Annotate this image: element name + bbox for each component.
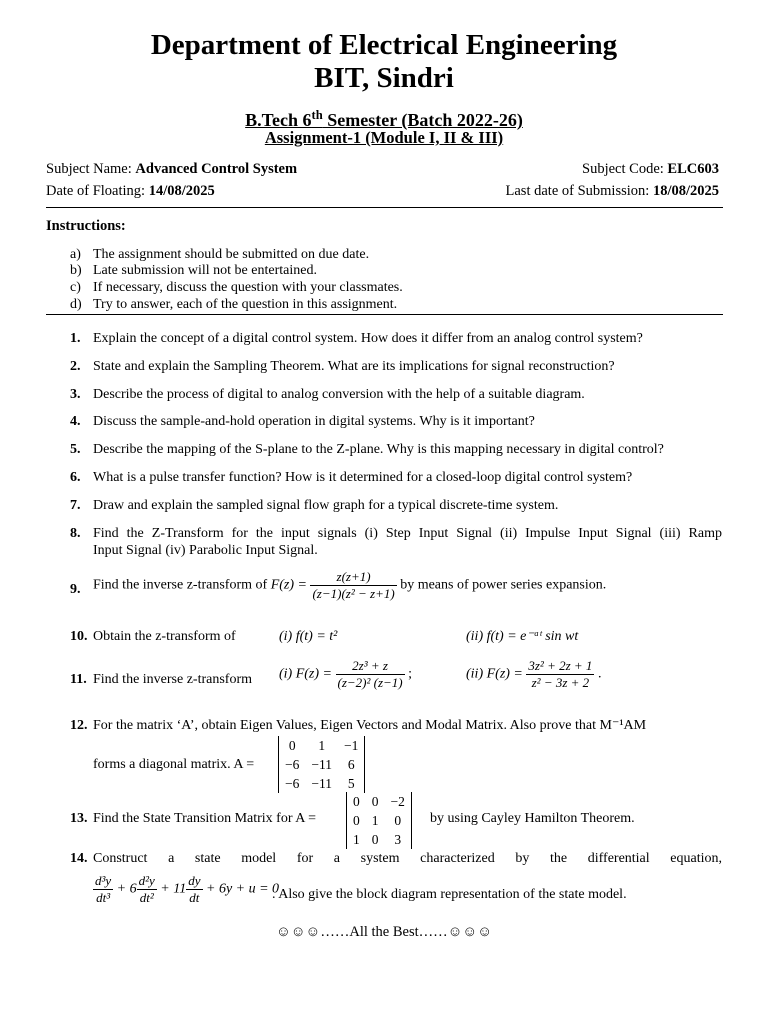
fraction: $\frac{\text{2z³ + z}}{\text{(z−2)² (z−1)}}$	[337, 658, 403, 690]
instruction-item: c) If necessary, discuss the question with your classmates.	[70, 280, 403, 295]
matrix-a-q12: 0 1 −1 −6 −11 6 −6 −11 5	[278, 736, 365, 793]
assignment-page: Department of Electrical Engineering BIT, Sindri B.Tech 6th Semester (Batch 2022-26) Assignment-1 (Module I, II & III) Subject Name: Advanced Control System Subject Code: ELC603 Date of Floating: 14/08/2025 Last date of Submission: 18/08/2025 Instructions: a) The assignment should be submitted on due date. b) Late submission will not be entertained. c) If necessary, discuss the question with your classmates. d) Try to answer, each of the question in this assignment. 1. Explain the concept of a digital control system. How does it differ from an analog control system? 2. State and explain the Sampling Theorem. What are its implications for signal reconstruction? 3. Describe the process of digital to analog conversion with the help of a suitable diagram. 4. Discuss the sample-and-hold operation in digital systems. Why is it important? 5. Describe the mapping of the S-plane to the Z-plane. Why is this mapping necessary in digital control? 6. What is a pulse transfer function? How is it determined for a closed-loop digital control system? 7. Draw and explain the sampled signal flow graph for a typical discrete-time system. 8. Find the Z-Transform for the input signals (i) Step Input Signal (ii) Impulse Input Signal (iii) Ramp Input Signal (iv) Parabolic Input Signal. 9. Find the inverse z-transform of F(z) = $\frac{z(z+1)}{\text{(z−1)(z² − z+1)}}$ by means of power series expansion. 10. Obtain the z-transform of (i) f(t) = t² (ii) f(t) = e⁻ᵃᵗ sin wt 11. Find the inverse z-transform (i) F(z) = $\frac{\text{2z³ + z}}{\text{(z−2)² (z−1)}}$ ; (ii) F(z) = $\frac{\text{3z² + 2z + 1}}{\text{z² − 3z + 2}}$ . 12. For the matrix ‘A’, obtain Eigen Values, Eigen Vectors and Modal Matrix. Also prove that M⁻¹AM forms a diagonal matrix. A = 0 1 −1 −6 −11 6 −6 −11 5 13. Find the State Transition Matrix for A = by using Cayley Hamilton Theorem. 0 0 −2 0 1 0 1 0 3 14. Construct a state model for a system characterized by the differential equation, $\frac{\text{d³y}}{\text{dt³}}$ + 6 $\frac{\text{d²y}}{\text{dt²}}$ + 11 $\frac{dy}{dt}$ + 6y + u = 0 . Also give the block diagram representation of the state model. ☺☺☺……All the Best……☺☺☺	[0, 0, 768, 1024]
instructions-heading: Instructions:	[46, 218, 126, 234]
semester-title: B.Tech 6th Semester (Batch 2022-26)	[245, 108, 523, 130]
q10-part-1: (i) f(t) = t²	[279, 629, 338, 644]
divider	[46, 207, 723, 208]
instruction-item: a) The assignment should be submitted on due date.	[70, 247, 370, 262]
q10-part-2: (ii) f(t) = e⁻ᵃᵗ sin wt	[466, 629, 579, 644]
subject-code: ELC603	[667, 161, 719, 177]
differential-equation: $\frac{\text{d³y}}{\text{dt³}}$ + 6 $\frac{\text{d²y}}{\text{dt²}}$ + 11 $\frac{dy}{dt}$ + 6y + u = 0	[95, 873, 280, 905]
matrix-a-q13: 0 0 −2 0 1 0 1 0 3	[346, 792, 412, 849]
institute-title: BIT, Sindri	[314, 62, 454, 94]
department-title: Department of Electrical Engineering	[150, 29, 618, 61]
subject-name: Advanced Control System	[135, 161, 298, 177]
floating-date: 14/08/2025	[148, 183, 215, 199]
footer-message: ☺☺☺……All the Best……☺☺☺	[275, 924, 493, 940]
submission-date: 18/08/2025	[652, 183, 719, 199]
fraction: $\frac{\text{3z² + 2z + 1}}{\text{z² − 3z + 2}}$	[528, 658, 593, 690]
assignment-title: Assignment-1 (Module I, II & III)	[264, 128, 504, 147]
instruction-item: d) Try to answer, each of the question in this assignment.	[70, 297, 398, 312]
fraction: $\frac{z(z+1)}{\text{(z−1)(z² − z+1)}}$	[312, 569, 395, 601]
instruction-item: b) Late submission will not be entertained.	[70, 263, 317, 278]
divider	[46, 314, 723, 315]
